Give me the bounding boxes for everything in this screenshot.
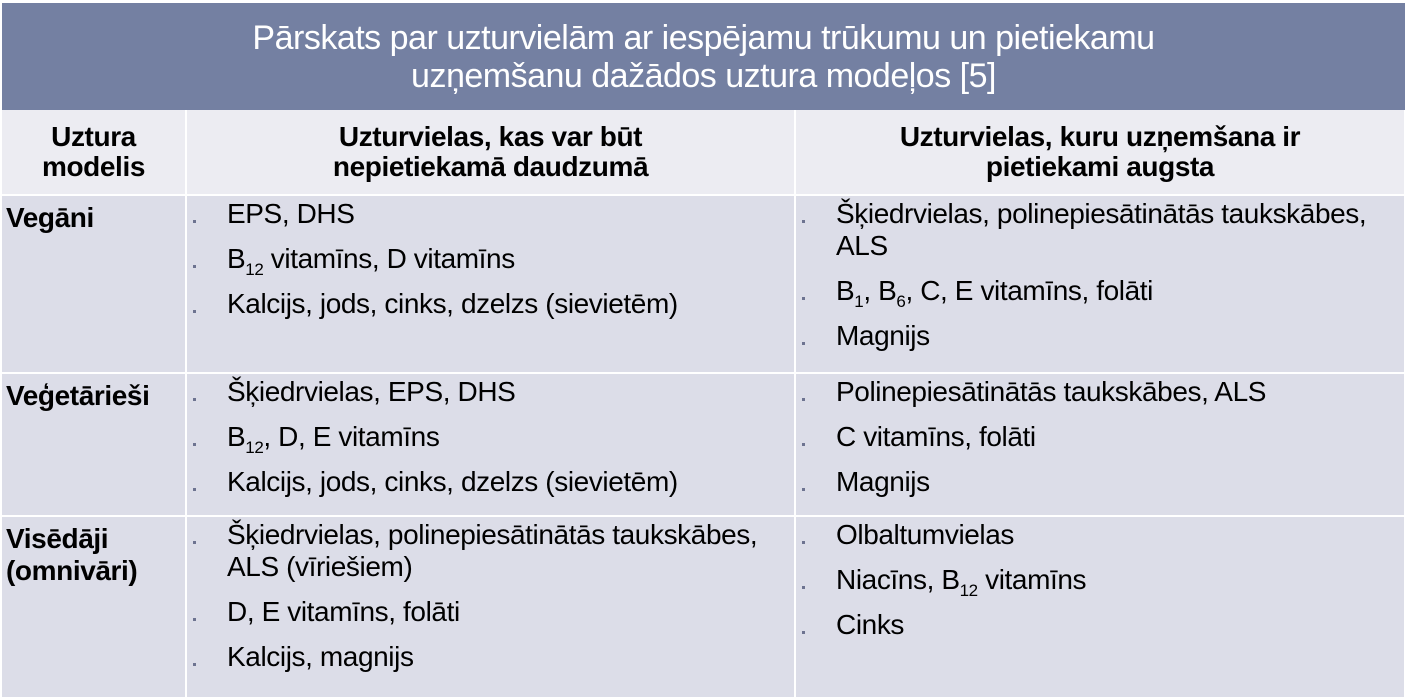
header-insufficient: Uzturvielas, kas var būt nepietiekamā daudzumā <box>186 110 795 195</box>
list-item: Kalcijs, jods, cinks, dzelzs (sievietēm) <box>227 466 764 498</box>
list-item: Magnijs <box>836 466 1374 498</box>
nutrient-table <box>2 110 1406 699</box>
list-item: D, E vitamīns, folāti <box>227 596 764 628</box>
list-item: Niacīns, $B_{12}$ vitamīns <box>836 564 1374 596</box>
model-cell: Visēdāji (omnivāri) <box>2 516 186 698</box>
list-item: Kalcijs, magnijs <box>227 641 764 673</box>
model-cell: Vegāni <box>2 195 186 373</box>
list-item: Šķiedrvielas, polinepiesātinātās taukskābes, ALS <box>836 198 1374 262</box>
list-item: Olbaltumvielas <box>836 519 1374 551</box>
title-line-2: uzņemšanu dažādos uztura modeļos [5] <box>411 56 996 95</box>
insufficient-cell <box>186 373 795 516</box>
table-title <box>2 3 1405 110</box>
list-item: Cinks <box>836 609 1374 641</box>
header-row <box>2 110 1405 195</box>
title-line-1: Pārskats par uzturvielām ar iespējamu trūkumu un pietiekamu <box>252 18 1155 57</box>
table-row-vegani <box>2 195 1405 373</box>
list-item: Kalcijs, jods, cinks, dzelzs (sievietēm) <box>227 288 764 320</box>
list-item: $B_{12}$, D, E vitamīns <box>227 421 764 453</box>
list-item: C vitamīns, folāti <box>836 421 1374 453</box>
insufficient-cell <box>186 516 795 698</box>
list-item: Šķiedrvielas, polinepiesātinātās taukskābes, ALS (vīriešiem) <box>227 519 764 583</box>
model-cell: Veģetārieši <box>2 373 186 516</box>
list-item: Šķiedrvielas, EPS, DHS <box>227 376 764 408</box>
insufficient-cell <box>186 195 795 373</box>
list-item: $B_{12}$ vitamīns, D vitamīns <box>227 243 764 275</box>
sufficient-cell <box>795 195 1405 373</box>
table-row-vegetarians <box>2 373 1405 516</box>
list-item: Magnijs <box>836 320 1374 352</box>
header-model: Uztura modelis <box>2 110 186 195</box>
list-item: Polinepiesātinātās taukskābes, ALS <box>836 376 1374 408</box>
list-item: EPS, DHS <box>227 198 764 230</box>
sufficient-cell <box>795 373 1405 516</box>
header-sufficient: Uzturvielas, kuru uzņemšana ir pietiekami augsta <box>795 110 1405 195</box>
sufficient-cell <box>795 516 1405 698</box>
table-row-omnivores <box>2 516 1405 698</box>
list-item: $B_1$, $B_6$, C, E vitamīns, folāti <box>836 275 1374 307</box>
